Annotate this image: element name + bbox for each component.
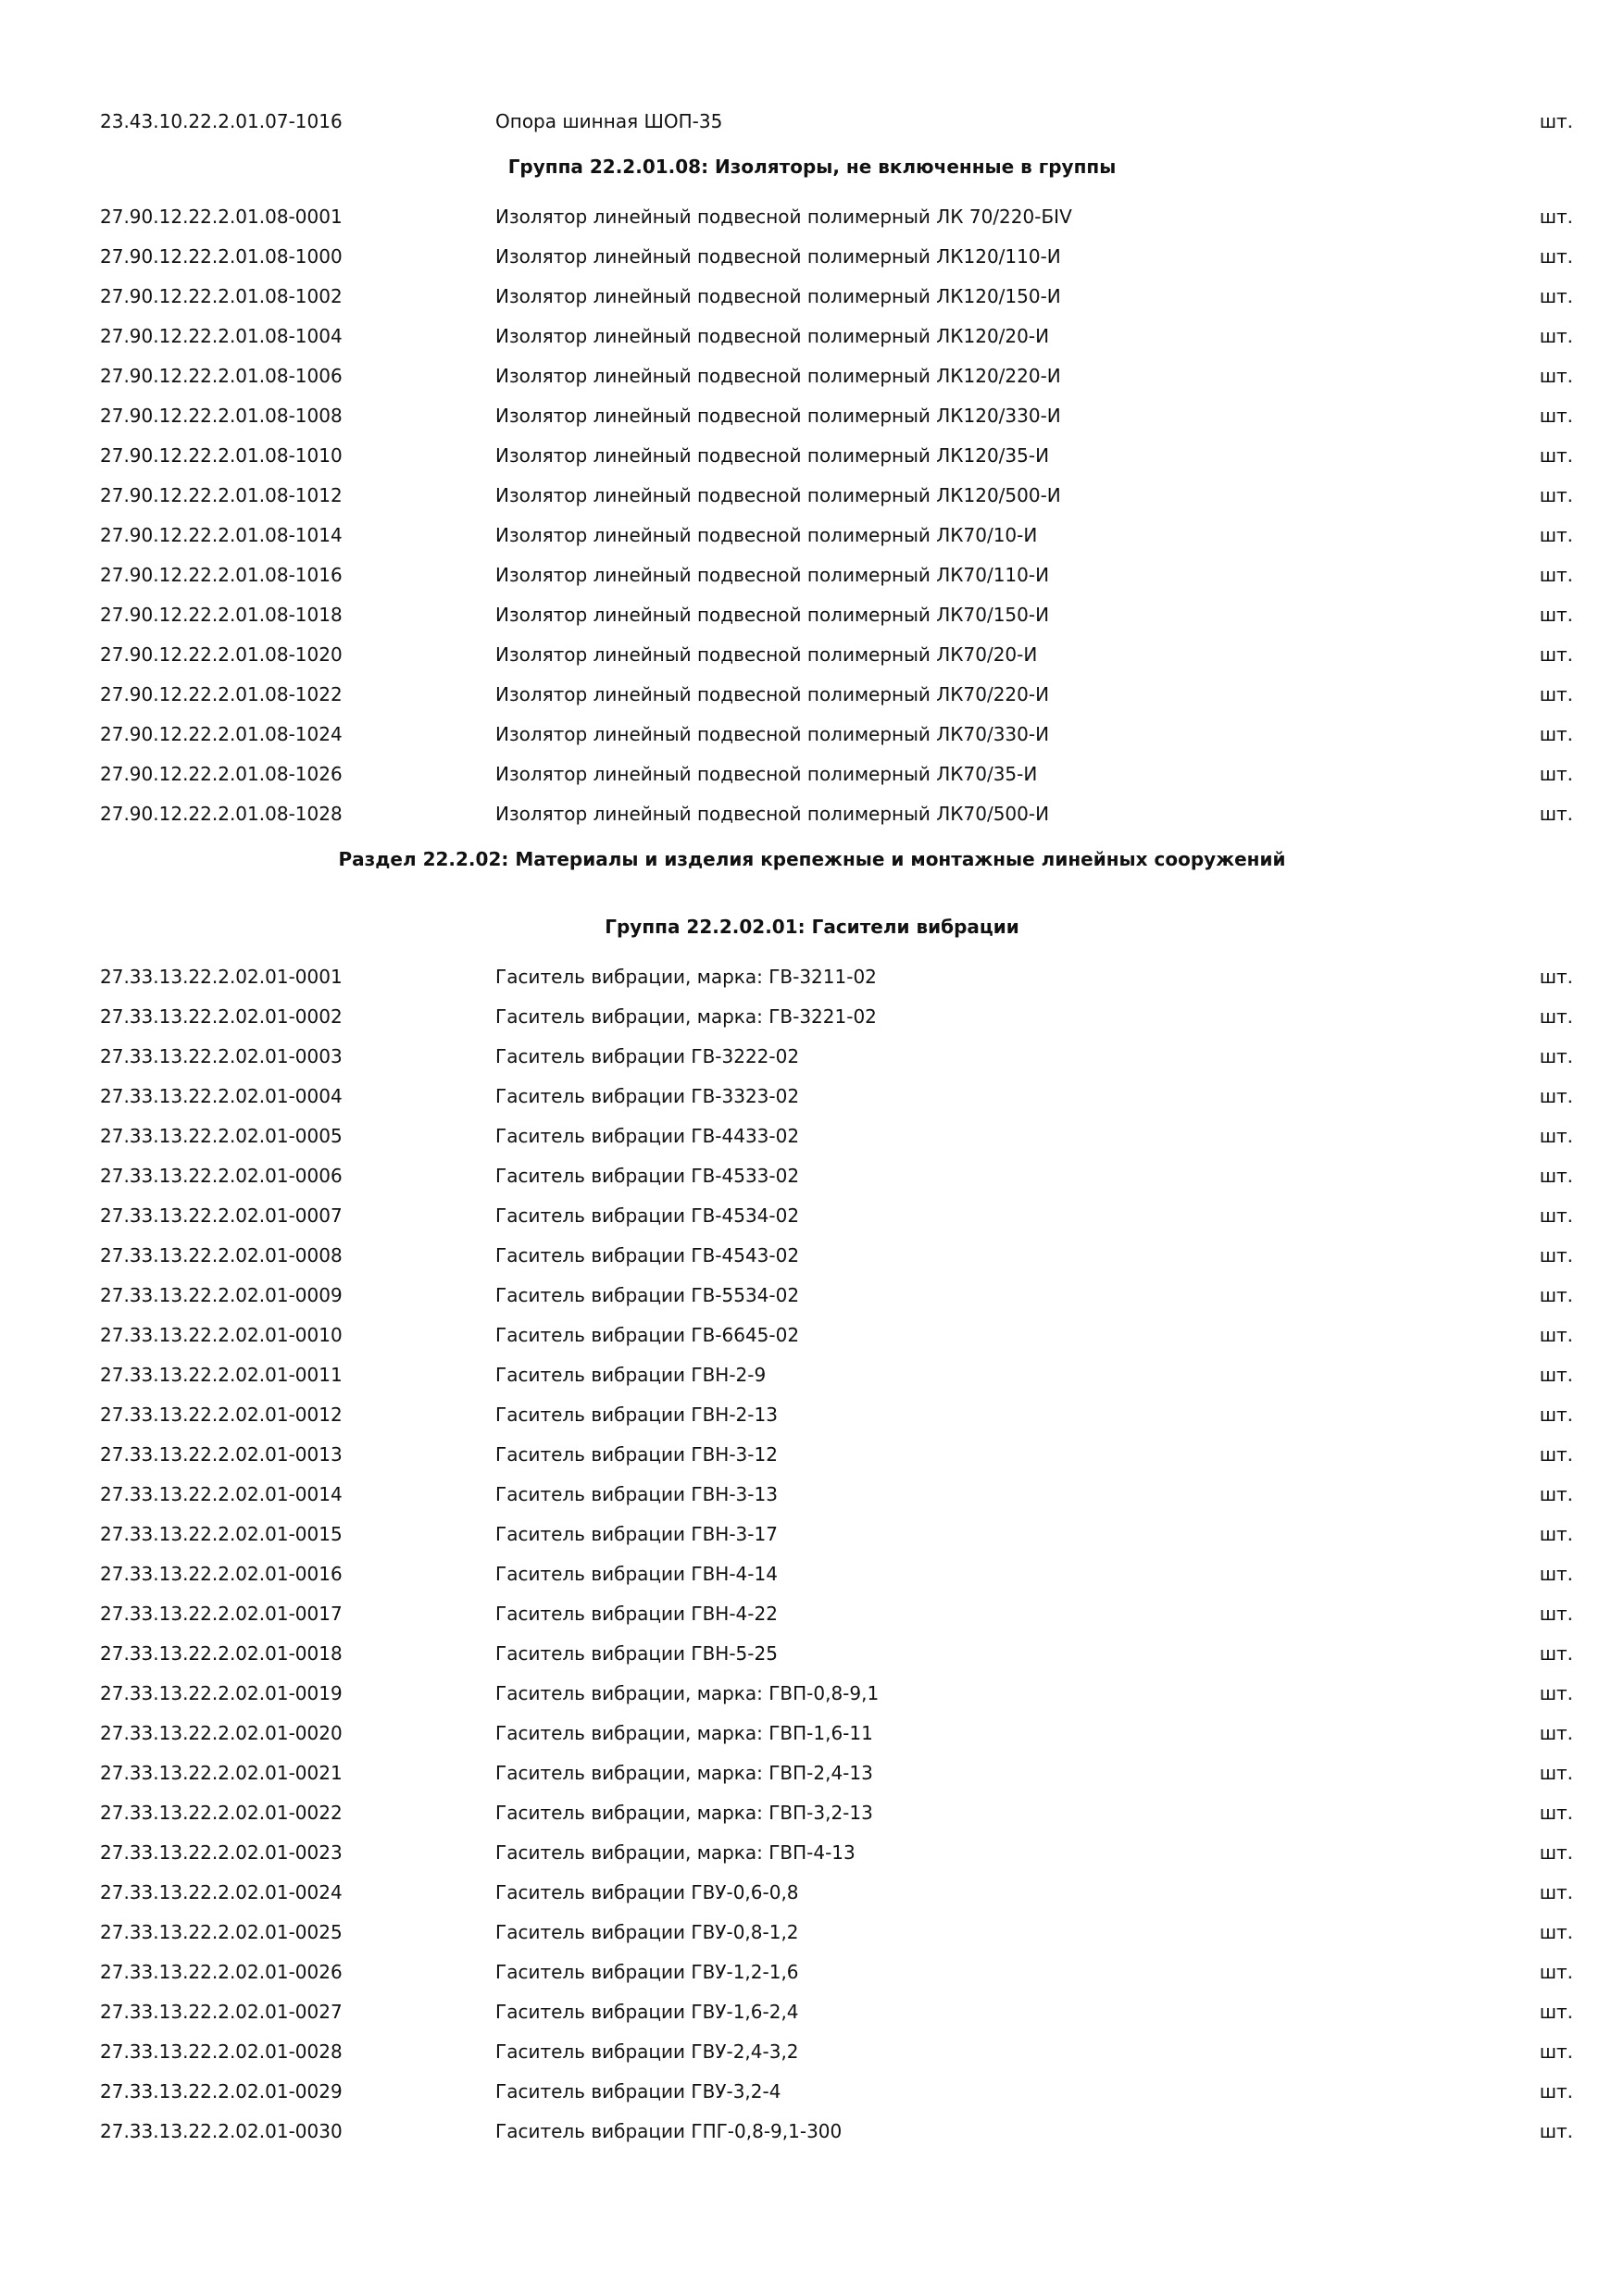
item-code: 27.33.13.22.2.02.01-0022 bbox=[100, 1802, 343, 1824]
item-unit: шт. bbox=[1539, 1085, 1573, 1107]
item-unit: шт. bbox=[1539, 2080, 1573, 2103]
item-unit: шт. bbox=[1539, 723, 1573, 745]
item-unit: шт. bbox=[1539, 1762, 1573, 1784]
item-unit: шт. bbox=[1539, 1244, 1573, 1267]
item-code: 27.33.13.22.2.02.01-0017 bbox=[100, 1603, 343, 1625]
table-row bbox=[0, 237, 1624, 277]
item-name: Гаситель вибрации ГВ-3222-02 bbox=[495, 1045, 800, 1067]
item-unit: шт. bbox=[1539, 325, 1573, 347]
item-name: Гаситель вибрации ГВУ-0,6-0,8 bbox=[495, 1881, 799, 1903]
item-unit: шт. bbox=[1539, 1802, 1573, 1824]
item-code: 27.33.13.22.2.02.01-0002 bbox=[100, 1005, 343, 1028]
item-code: 27.33.13.22.2.02.01-0016 bbox=[100, 1563, 343, 1585]
table-row bbox=[0, 1554, 1624, 1594]
item-unit: шт. bbox=[1539, 1682, 1573, 1704]
table-row bbox=[0, 356, 1624, 396]
item-unit: шт. bbox=[1539, 444, 1573, 467]
item-name: Гаситель вибрации ГВН-2-13 bbox=[495, 1404, 778, 1426]
item-code: 27.90.12.22.2.01.08-1024 bbox=[100, 723, 343, 745]
item-unit: шт. bbox=[1539, 1921, 1573, 1943]
item-name: Изолятор линейный подвесной полимерный ЛК70/110-И bbox=[495, 564, 1050, 586]
table-row bbox=[0, 1276, 1624, 1316]
item-code: 27.33.13.22.2.02.01-0008 bbox=[100, 1244, 343, 1267]
item-code: 27.33.13.22.2.02.01-0029 bbox=[100, 2080, 343, 2103]
table-row bbox=[0, 1833, 1624, 1873]
item-unit: шт. bbox=[1539, 966, 1573, 988]
item-unit: шт. bbox=[1539, 405, 1573, 427]
table-row bbox=[0, 436, 1624, 476]
item-name: Изолятор линейный подвесной полимерный ЛК70/20-И bbox=[495, 643, 1038, 666]
item-unit: шт. bbox=[1539, 245, 1573, 268]
table-row bbox=[0, 635, 1624, 675]
item-unit: шт. bbox=[1539, 1364, 1573, 1386]
item-code: 27.33.13.22.2.02.01-0026 bbox=[100, 1961, 343, 1983]
item-code: 27.33.13.22.2.02.01-0015 bbox=[100, 1523, 343, 1545]
item-code: 27.33.13.22.2.02.01-0004 bbox=[100, 1085, 343, 1107]
item-unit: шт. bbox=[1539, 1603, 1573, 1625]
table-row bbox=[0, 197, 1624, 237]
item-code: 27.33.13.22.2.02.01-0009 bbox=[100, 1284, 343, 1306]
item-unit: шт. bbox=[1539, 1284, 1573, 1306]
table-row bbox=[0, 1594, 1624, 1634]
item-unit: шт. bbox=[1539, 2040, 1573, 2063]
table-row bbox=[0, 957, 1624, 997]
item-code: 27.90.12.22.2.01.08-1012 bbox=[100, 484, 343, 506]
item-unit: шт. bbox=[1539, 1443, 1573, 1466]
item-name: Изолятор линейный подвесной полимерный ЛК 70/220-БIV bbox=[495, 206, 1072, 228]
table-row bbox=[0, 1992, 1624, 2032]
item-code: 27.33.13.22.2.02.01-0011 bbox=[100, 1364, 343, 1386]
table-row bbox=[0, 1913, 1624, 1953]
item-code: 27.33.13.22.2.02.01-0021 bbox=[100, 1762, 343, 1784]
item-code: 27.33.13.22.2.02.01-0007 bbox=[100, 1204, 343, 1227]
item-name: Гаситель вибрации ГВ-4543-02 bbox=[495, 1244, 800, 1267]
item-code: 27.33.13.22.2.02.01-0028 bbox=[100, 2040, 343, 2063]
item-code: 23.43.10.22.2.01.07-1016 bbox=[100, 110, 343, 132]
table-row bbox=[0, 1316, 1624, 1355]
item-code: 27.33.13.22.2.02.01-0012 bbox=[100, 1404, 343, 1426]
item-unit: шт. bbox=[1539, 643, 1573, 666]
item-code: 27.90.12.22.2.01.08-1026 bbox=[100, 763, 343, 785]
item-unit: шт. bbox=[1539, 1045, 1573, 1067]
item-unit: шт. bbox=[1539, 763, 1573, 785]
item-name: Изолятор линейный подвесной полимерный ЛК120/35-И bbox=[495, 444, 1050, 467]
item-code: 27.33.13.22.2.02.01-0019 bbox=[100, 1682, 343, 1704]
item-name: Гаситель вибрации ГВН-3-12 bbox=[495, 1443, 778, 1466]
item-name: Гаситель вибрации ГВУ-3,2-4 bbox=[495, 2080, 781, 2103]
item-code: 27.90.12.22.2.01.08-1018 bbox=[100, 604, 343, 626]
group-heading: Группа 22.2.02.01: Гасители вибрации bbox=[605, 916, 1019, 938]
item-unit: шт. bbox=[1539, 1204, 1573, 1227]
item-unit: шт. bbox=[1539, 803, 1573, 825]
item-code: 27.33.13.22.2.02.01-0018 bbox=[100, 1642, 343, 1665]
table-row bbox=[0, 1714, 1624, 1753]
table-row bbox=[0, 1634, 1624, 1674]
item-name: Гаситель вибрации, марка: ГВП-1,6-11 bbox=[495, 1722, 873, 1744]
table-row bbox=[0, 1236, 1624, 1276]
item-name: Гаситель вибрации ГВ-3323-02 bbox=[495, 1085, 800, 1107]
item-name: Изолятор линейный подвесной полимерный ЛК120/220-И bbox=[495, 365, 1061, 387]
table-row bbox=[0, 1156, 1624, 1196]
item-name: Гаситель вибрации, марка: ГВ-3211-02 bbox=[495, 966, 877, 988]
item-name: Гаситель вибрации ГВУ-1,6-2,4 bbox=[495, 2001, 799, 2023]
table-row bbox=[0, 1196, 1624, 1236]
item-unit: шт. bbox=[1539, 1642, 1573, 1665]
table-row bbox=[0, 102, 1624, 142]
group-heading: Группа 22.2.01.08: Изоляторы, не включенные в группы bbox=[507, 156, 1117, 178]
table-row bbox=[0, 1077, 1624, 1117]
item-code: 27.90.12.22.2.01.08-1006 bbox=[100, 365, 343, 387]
item-code: 27.33.13.22.2.02.01-0003 bbox=[100, 1045, 343, 1067]
item-name: Изолятор линейный подвесной полимерный ЛК70/330-И bbox=[495, 723, 1050, 745]
item-name: Изолятор линейный подвесной полимерный ЛК70/35-И bbox=[495, 763, 1038, 785]
table-row bbox=[0, 1793, 1624, 1833]
item-unit: шт. bbox=[1539, 1961, 1573, 1983]
item-code: 27.90.12.22.2.01.08-1014 bbox=[100, 524, 343, 546]
item-code: 27.33.13.22.2.02.01-0006 bbox=[100, 1165, 343, 1187]
item-unit: шт. bbox=[1539, 1722, 1573, 1744]
table-row bbox=[0, 1037, 1624, 1077]
item-unit: шт. bbox=[1539, 1165, 1573, 1187]
item-name: Гаситель вибрации ГВ-6645-02 bbox=[495, 1324, 800, 1346]
item-name: Гаситель вибрации ГВН-5-25 bbox=[495, 1642, 778, 1665]
item-name: Изолятор линейный подвесной полимерный ЛК120/20-И bbox=[495, 325, 1050, 347]
table-row bbox=[0, 1355, 1624, 1395]
item-name: Гаситель вибрации ГВН-4-22 bbox=[495, 1603, 778, 1625]
table-row bbox=[0, 675, 1624, 715]
item-name: Опора шинная ШОП-35 bbox=[495, 110, 723, 132]
table-row bbox=[0, 396, 1624, 436]
table-row bbox=[0, 1395, 1624, 1435]
item-code: 27.90.12.22.2.01.08-1016 bbox=[100, 564, 343, 586]
item-name: Гаситель вибрации, марка: ГВ-3221-02 bbox=[495, 1005, 877, 1028]
item-name: Гаситель вибрации ГВН-3-13 bbox=[495, 1483, 778, 1505]
table-row bbox=[0, 2032, 1624, 2072]
item-unit: шт. bbox=[1539, 683, 1573, 705]
item-unit: шт. bbox=[1539, 365, 1573, 387]
table-row bbox=[0, 1753, 1624, 1793]
item-name: Гаситель вибрации ГВН-3-17 bbox=[495, 1523, 778, 1545]
item-name: Гаситель вибрации, марка: ГВП-2,4-13 bbox=[495, 1762, 873, 1784]
table-row bbox=[0, 1117, 1624, 1156]
table-row bbox=[0, 555, 1624, 595]
item-code: 27.33.13.22.2.02.01-0020 bbox=[100, 1722, 343, 1744]
item-name: Гаситель вибрации ГВН-4-14 bbox=[495, 1563, 778, 1585]
item-unit: шт. bbox=[1539, 1483, 1573, 1505]
item-name: Изолятор линейный подвесной полимерный ЛК120/330-И bbox=[495, 405, 1061, 427]
item-code: 27.90.12.22.2.01.08-1008 bbox=[100, 405, 343, 427]
item-name: Гаситель вибрации ГВУ-2,4-3,2 bbox=[495, 2040, 799, 2063]
item-name: Изолятор линейный подвесной полимерный ЛК70/150-И bbox=[495, 604, 1050, 626]
item-code: 27.90.12.22.2.01.08-0001 bbox=[100, 206, 343, 228]
item-unit: шт. bbox=[1539, 285, 1573, 307]
item-unit: шт. bbox=[1539, 2001, 1573, 2023]
item-code: 27.90.12.22.2.01.08-1002 bbox=[100, 285, 343, 307]
item-name: Изолятор линейный подвесной полимерный ЛК120/500-И bbox=[495, 484, 1061, 506]
item-code: 27.90.12.22.2.01.08-1028 bbox=[100, 803, 343, 825]
table-row bbox=[0, 2112, 1624, 2152]
item-unit: шт. bbox=[1539, 604, 1573, 626]
item-name: Гаситель вибрации ГВН-2-9 bbox=[495, 1364, 767, 1386]
item-name: Изолятор линейный подвесной полимерный ЛК120/150-И bbox=[495, 285, 1061, 307]
item-name: Изолятор линейный подвесной полимерный ЛК70/220-И bbox=[495, 683, 1050, 705]
table-row bbox=[0, 1674, 1624, 1714]
item-unit: шт. bbox=[1539, 1841, 1573, 1864]
table-row bbox=[0, 516, 1624, 555]
table-row bbox=[0, 715, 1624, 755]
item-unit: шт. bbox=[1539, 1563, 1573, 1585]
item-code: 27.33.13.22.2.02.01-0014 bbox=[100, 1483, 343, 1505]
item-unit: шт. bbox=[1539, 1324, 1573, 1346]
item-code: 27.33.13.22.2.02.01-0001 bbox=[100, 966, 343, 988]
item-name: Изолятор линейный подвесной полимерный ЛК70/10-И bbox=[495, 524, 1038, 546]
item-unit: шт. bbox=[1539, 1881, 1573, 1903]
item-unit: шт. bbox=[1539, 110, 1573, 132]
item-code: 27.33.13.22.2.02.01-0025 bbox=[100, 1921, 343, 1943]
item-name: Гаситель вибрации, марка: ГВП-0,8-9,1 bbox=[495, 1682, 880, 1704]
item-unit: шт. bbox=[1539, 1404, 1573, 1426]
item-unit: шт. bbox=[1539, 564, 1573, 586]
item-code: 27.33.13.22.2.02.01-0027 bbox=[100, 2001, 343, 2023]
table-row bbox=[0, 794, 1624, 834]
item-name: Гаситель вибрации ГВУ-1,2-1,6 bbox=[495, 1961, 799, 1983]
item-name: Изолятор линейный подвесной полимерный ЛК70/500-И bbox=[495, 803, 1050, 825]
item-code: 27.90.12.22.2.01.08-1010 bbox=[100, 444, 343, 467]
table-row bbox=[0, 317, 1624, 356]
item-unit: шт. bbox=[1539, 206, 1573, 228]
table-row bbox=[0, 1435, 1624, 1475]
item-unit: шт. bbox=[1539, 1125, 1573, 1147]
item-unit: шт. bbox=[1539, 2120, 1573, 2142]
item-name: Гаситель вибрации ГВ-4534-02 bbox=[495, 1204, 800, 1227]
table-row bbox=[0, 997, 1624, 1037]
table-row bbox=[0, 1953, 1624, 1992]
table-row bbox=[0, 755, 1624, 794]
table-row bbox=[0, 1515, 1624, 1554]
table-row bbox=[0, 1873, 1624, 1913]
item-code: 27.33.13.22.2.02.01-0024 bbox=[100, 1881, 343, 1903]
table-row bbox=[0, 1475, 1624, 1515]
item-name: Гаситель вибрации, марка: ГВП-4-13 bbox=[495, 1841, 856, 1864]
item-code: 27.90.12.22.2.01.08-1000 bbox=[100, 245, 343, 268]
item-name: Гаситель вибрации ГВУ-0,8-1,2 bbox=[495, 1921, 799, 1943]
item-code: 27.33.13.22.2.02.01-0023 bbox=[100, 1841, 343, 1864]
item-name: Гаситель вибрации ГВ-4433-02 bbox=[495, 1125, 800, 1147]
item-code: 27.90.12.22.2.01.08-1022 bbox=[100, 683, 343, 705]
item-name: Гаситель вибрации, марка: ГВП-3,2-13 bbox=[495, 1802, 873, 1824]
item-name: Гаситель вибрации ГПГ-0,8-9,1-300 bbox=[495, 2120, 843, 2142]
item-code: 27.90.12.22.2.01.08-1004 bbox=[100, 325, 343, 347]
item-name: Гаситель вибрации ГВ-5534-02 bbox=[495, 1284, 800, 1306]
item-code: 27.33.13.22.2.02.01-0013 bbox=[100, 1443, 343, 1466]
item-unit: шт. bbox=[1539, 484, 1573, 506]
item-code: 27.33.13.22.2.02.01-0010 bbox=[100, 1324, 343, 1346]
table-row bbox=[0, 2072, 1624, 2112]
table-row bbox=[0, 277, 1624, 317]
item-unit: шт. bbox=[1539, 1005, 1573, 1028]
item-code: 27.33.13.22.2.02.01-0030 bbox=[100, 2120, 343, 2142]
item-unit: шт. bbox=[1539, 1523, 1573, 1545]
item-name: Изолятор линейный подвесной полимерный ЛК120/110-И bbox=[495, 245, 1061, 268]
table-row bbox=[0, 476, 1624, 516]
item-code: 27.90.12.22.2.01.08-1020 bbox=[100, 643, 343, 666]
section-heading: Раздел 22.2.02: Материалы и изделия крепежные и монтажные линейных сооружений bbox=[338, 848, 1286, 870]
table-row bbox=[0, 595, 1624, 635]
item-name: Гаситель вибрации ГВ-4533-02 bbox=[495, 1165, 800, 1187]
item-unit: шт. bbox=[1539, 524, 1573, 546]
item-code: 27.33.13.22.2.02.01-0005 bbox=[100, 1125, 343, 1147]
